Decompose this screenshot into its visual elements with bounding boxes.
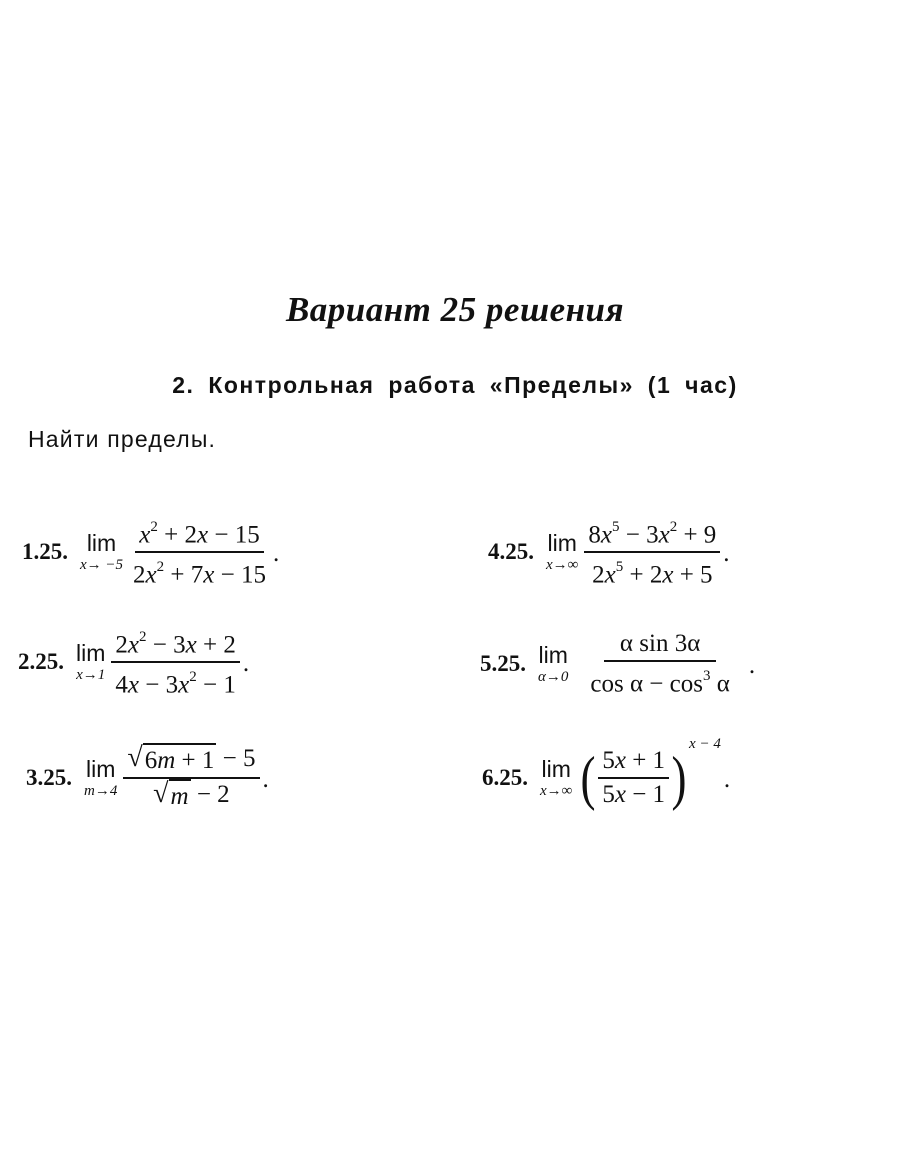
problem-number: 1.25. xyxy=(22,539,68,564)
limit-operator xyxy=(540,756,572,800)
denominator xyxy=(574,662,745,700)
lim-word: lim xyxy=(86,530,117,556)
term: + 2 xyxy=(623,561,663,589)
right-parenthesis: ) xyxy=(671,745,687,811)
exponent: 2 xyxy=(189,669,197,685)
term: − 2 xyxy=(190,781,230,808)
term: + 2 xyxy=(196,631,236,658)
limit-subscript: α→0 xyxy=(538,669,569,685)
exponent: 5 xyxy=(615,559,624,575)
denominator xyxy=(598,779,669,811)
term: 2 xyxy=(592,561,605,589)
variable: x xyxy=(604,561,616,589)
problem-number: 6.25. xyxy=(482,765,528,790)
page-title: Вариант 25 решения xyxy=(285,290,625,329)
lim-word: lim xyxy=(85,756,116,782)
exponent: 3 xyxy=(702,667,711,684)
limit-subscript: x→ −5 xyxy=(80,557,124,573)
variable: x xyxy=(614,781,626,808)
term: + 1 xyxy=(625,747,666,774)
lim-word: lim xyxy=(76,640,106,666)
variable: x xyxy=(139,521,151,548)
radicand: m xyxy=(169,779,191,813)
denominator xyxy=(111,663,239,701)
variable: x xyxy=(127,631,139,658)
limit-operator xyxy=(546,530,578,574)
power-exponent: x − 4 xyxy=(689,736,721,752)
term: 5 xyxy=(602,781,615,808)
variable: x xyxy=(600,521,612,548)
square-root xyxy=(153,779,190,813)
left-parenthesis: ( xyxy=(580,745,596,811)
variable: x xyxy=(145,561,157,589)
problem-number: 4.25. xyxy=(488,539,534,564)
period: . xyxy=(262,766,269,793)
denominator xyxy=(149,779,234,813)
variable: x xyxy=(614,747,626,774)
limit-subscript: x→∞ xyxy=(540,783,573,799)
instruction-text: Найти пределы. xyxy=(28,426,217,452)
problem-4 xyxy=(488,502,730,602)
fraction xyxy=(123,743,259,813)
numerator xyxy=(598,745,669,779)
limit-operator xyxy=(76,640,105,684)
term: 5 xyxy=(602,747,615,774)
term: − 5 xyxy=(216,745,256,772)
limit-operator xyxy=(80,530,123,574)
fraction xyxy=(584,513,720,592)
problem-3 xyxy=(26,728,269,828)
section-heading: 2. Контрольная работа «Пределы» (1 час) xyxy=(172,372,738,398)
term: − 1 xyxy=(196,671,236,699)
term: + 7 xyxy=(164,561,204,589)
variable: x xyxy=(197,521,209,548)
period: . xyxy=(272,540,280,567)
numerator xyxy=(123,743,259,779)
numerator xyxy=(111,623,239,663)
limit-operator xyxy=(538,642,568,686)
period: . xyxy=(723,766,731,793)
period: . xyxy=(748,652,756,679)
radicand xyxy=(143,743,217,777)
radical-sign: √ xyxy=(127,742,143,773)
term: − 3 xyxy=(139,671,179,699)
variable: m xyxy=(157,747,176,774)
numerator xyxy=(135,513,263,553)
term: 2 xyxy=(115,631,128,658)
lim-word: lim xyxy=(538,642,568,668)
term: − 15 xyxy=(208,521,260,548)
numerator: α sin 3α xyxy=(604,628,716,662)
variable: x xyxy=(127,671,139,699)
fraction xyxy=(598,745,669,811)
problem-number: 5.25. xyxy=(480,651,526,676)
term: 6 xyxy=(144,747,158,774)
variable: x xyxy=(178,671,190,699)
problem-5 xyxy=(480,614,755,714)
limit-operator xyxy=(84,756,117,800)
term: − 1 xyxy=(625,781,666,808)
variable: x xyxy=(658,521,670,548)
problem-1 xyxy=(22,502,279,602)
fraction xyxy=(111,623,239,702)
limit-subscript: m→4 xyxy=(84,783,118,799)
exponent: 2 xyxy=(669,518,678,535)
problem-number: 2.25. xyxy=(18,649,64,674)
problem-number: 3.25. xyxy=(26,765,72,790)
term: α xyxy=(710,670,730,698)
lim-word: lim xyxy=(541,756,571,782)
term: − 3 xyxy=(146,631,186,658)
square-root xyxy=(127,743,216,777)
exponent: 5 xyxy=(611,518,620,535)
period: . xyxy=(723,540,730,567)
limit-subscript: x→1 xyxy=(76,667,106,683)
denominator xyxy=(129,553,270,591)
period: . xyxy=(242,650,250,677)
variable: x xyxy=(662,561,674,589)
problem-6 xyxy=(482,728,730,828)
variable: x xyxy=(203,561,215,589)
term: cos α − cos xyxy=(590,670,703,698)
fraction xyxy=(574,628,745,700)
lim-word: lim xyxy=(547,530,577,556)
exponent: 2 xyxy=(150,518,158,535)
term: − 3 xyxy=(619,521,659,548)
term: + 9 xyxy=(677,521,717,548)
term: + 5 xyxy=(673,561,713,589)
problem-2 xyxy=(18,612,249,712)
term: 4 xyxy=(115,671,128,699)
variable: x xyxy=(185,631,197,658)
limit-subscript: x→∞ xyxy=(546,557,579,573)
term: + 1 xyxy=(175,747,215,774)
exponent: 2 xyxy=(156,559,165,575)
exponent: 2 xyxy=(139,628,147,645)
term: + 2 xyxy=(157,521,197,548)
term: − 15 xyxy=(214,561,266,589)
numerator xyxy=(584,513,720,553)
denominator xyxy=(588,553,716,591)
fraction xyxy=(129,513,270,592)
term: 2 xyxy=(133,561,146,589)
radical-sign: √ xyxy=(153,778,169,809)
term: 8 xyxy=(588,521,601,548)
